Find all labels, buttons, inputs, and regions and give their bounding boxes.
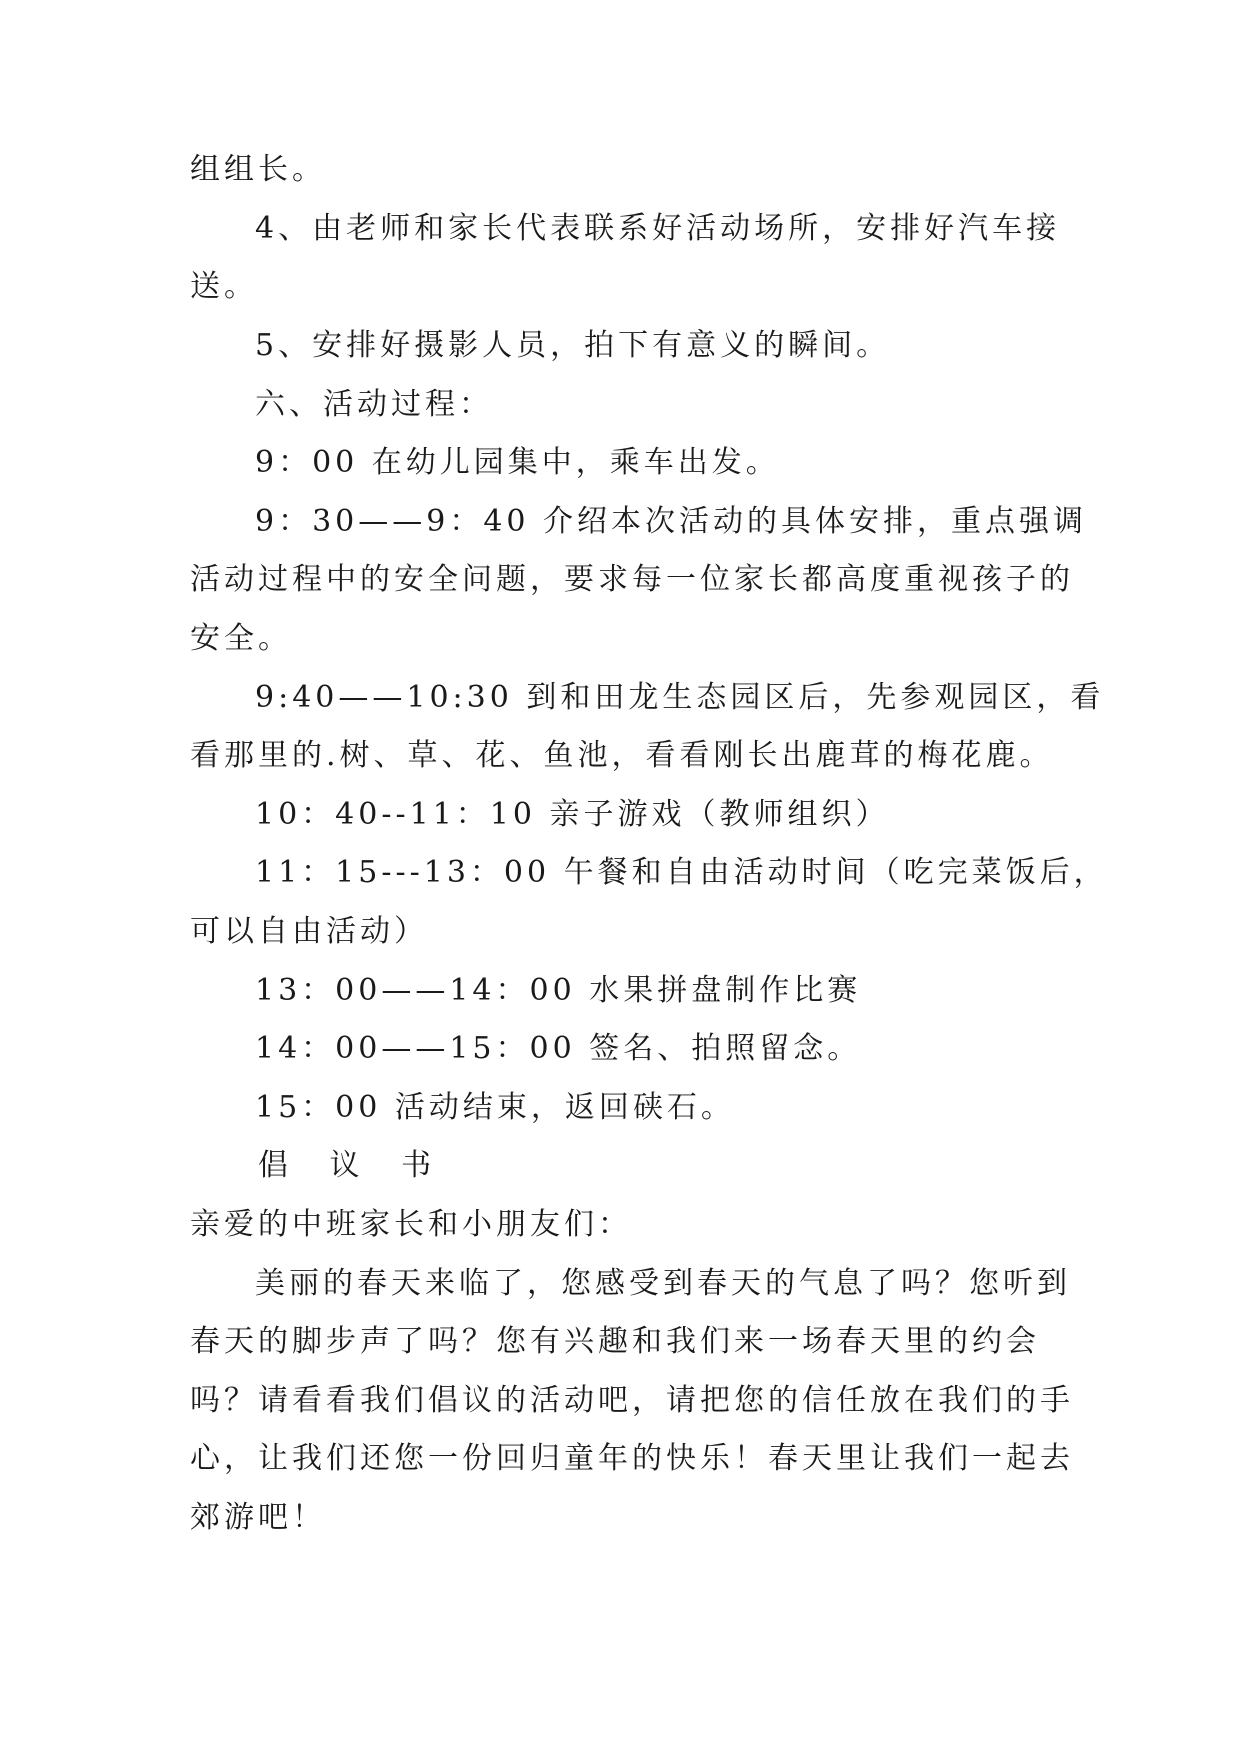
text-line: 9：00 在幼儿园集中，乘车出发。: [255, 445, 780, 480]
text-line: 吗？请看看我们倡议的活动吧，请把您的信任放在我们的手: [190, 1383, 1074, 1418]
text-line: 4、由老师和家长代表联系好活动场所，安排好汽车接: [255, 211, 1061, 246]
text-line: 心，让我们还您一份回归童年的快乐！春天里让我们一起去: [190, 1441, 1074, 1476]
text-line: 9:40——10:30 到和田龙生态园区后，先参观园区，看: [255, 680, 1105, 715]
section-heading: 六、活动过程：: [255, 387, 493, 422]
proposal-title: 倡 议 书: [258, 1148, 448, 1183]
text-line: 郊游吧！: [190, 1500, 326, 1535]
text-line: 9：30——9：40 介绍本次活动的具体安排，重点强调: [255, 504, 1088, 539]
text-line: 春天的脚步声了吗？您有兴趣和我们来一场春天里的约会: [190, 1324, 1040, 1359]
text-line: 送。: [190, 269, 258, 304]
text-line: 安全。: [190, 621, 292, 656]
text-line: 美丽的春天来临了，您感受到春天的气息了吗？您听到: [255, 1266, 1071, 1301]
salutation: 亲爱的中班家长和小朋友们：: [190, 1207, 632, 1242]
text-line: 13：00——14：00 水果拼盘制作比赛: [255, 973, 862, 1008]
text-line: 5、安排好摄影人员，拍下有意义的瞬间。: [255, 328, 891, 363]
text-line: 组组长。: [190, 152, 326, 187]
text-line: 可以自由活动）: [190, 914, 428, 949]
text-line: 看那里的.树、草、花、鱼池，看看刚长出鹿茸的梅花鹿。: [190, 738, 1054, 773]
text-line: 14：00——15：00 签名、拍照留念。: [255, 1031, 862, 1066]
text-line: 10：40--11：10 亲子游戏（教师组织）: [255, 797, 890, 832]
text-line: 15：00 活动结束，返回硖石。: [255, 1090, 735, 1125]
text-line: 活动过程中的安全问题，要求每一位家长都高度重视孩子的: [190, 562, 1074, 597]
text-line: 11：15---13：00 午餐和自由活动时间（吃完菜饭后，: [255, 855, 1108, 890]
